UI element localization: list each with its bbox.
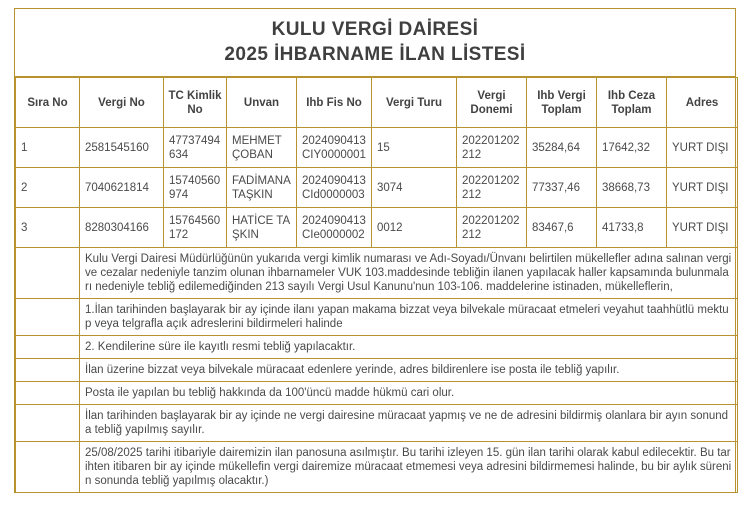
notice-spacer-cell	[16, 336, 80, 359]
notice-row	[16, 359, 738, 382]
notice-spacer-cell	[16, 382, 80, 405]
cell-ihb-ceza-toplam: 38668,73	[597, 168, 667, 208]
cell-sira-no: 2	[16, 168, 80, 208]
notice-text: Kulu Vergi Dairesi Müdürlüğünün yukarıda vergi kimlik numarası ve Adı-Soyadı/Ünvanı belirtilen mükellefler adına salınan vergi ve cezalar nedeniyle tanzim olunan ihbarnameler VUK 103.maddesinde tebliğin ilanen yapılacak haller kapsamında bulunmaları nedeniyle tebliğ edilemediğinden 213 sayılı Vergi Usul Kanunu'nun 103-106. maddelerine istinaden, mükelleflerin,	[85, 253, 732, 293]
document-frame	[14, 8, 736, 493]
document-title-block	[15, 9, 735, 77]
notice-spacer-cell	[16, 405, 80, 442]
notice-text: İlan üzerine bizzat veya bilvekale müracaat edenlere yerinde, adres bildirenlere ise posta ile tebliğ yapılır.	[85, 364, 620, 376]
notice-spacer-cell	[16, 359, 80, 382]
cell-ihb-ceza-toplam: 41733,8	[597, 208, 667, 248]
notice-paragraph-item-2	[80, 336, 738, 359]
cell-vergi-no: 8280304166	[80, 208, 164, 248]
table-header-row	[16, 78, 738, 128]
cell-unvan: HATİCE TAŞKIN	[227, 208, 297, 248]
notice-text: Posta ile yapılan bu tebliğ hakkında da 100'üncü madde hükmü cari olur.	[85, 387, 455, 399]
cell-ihb-fis-no: 2024090413CId0000003	[297, 168, 372, 208]
column-header-ihb-ceza-toplam: Ihb Ceza Toplam	[597, 78, 667, 128]
cell-tc-kimlik-no: 47737494634	[164, 128, 227, 168]
cell-adres: YURT DIŞI	[667, 208, 738, 248]
cell-vergi-turu: 3074	[372, 168, 457, 208]
notice-paragraph-intro	[80, 248, 738, 299]
notice-paragraph-deemed-served	[80, 405, 738, 442]
table-header-row-group	[16, 78, 738, 128]
notice-text: 1.İlan tarihinden başlayarak bir ay içinde ilanı yapan makama bizzat veya bilvekale müracaat etmeleri veyahut taahhütlü mektup veya telgrafla açık adreslerini bildirmeleri halinde	[85, 304, 729, 330]
column-header-ihb-fis-no: Ihb Fis No	[297, 78, 372, 128]
notice-paragraph-in-person	[80, 359, 738, 382]
cell-ihb-vergi-toplam: 77337,46	[527, 168, 597, 208]
table-row	[16, 128, 738, 168]
column-header-vergi-no: Vergi No	[80, 78, 164, 128]
cell-vergi-turu: 0012	[372, 208, 457, 248]
table-row	[16, 168, 738, 208]
column-header-sira-no: Sıra No	[16, 78, 80, 128]
notice-row	[16, 405, 738, 442]
cell-tc-kimlik-no: 15764560172	[164, 208, 227, 248]
cell-sira-no: 3	[16, 208, 80, 248]
notice-row	[16, 442, 738, 493]
notice-paragraph-item-1	[80, 299, 738, 336]
column-header-tc-kimlik-no: TC Kimlik No	[164, 78, 227, 128]
table-row	[16, 208, 738, 248]
column-header-vergi-turu: Vergi Turu	[372, 78, 457, 128]
cell-adres: YURT DIŞI	[667, 168, 738, 208]
ihbarname-listing-table	[15, 77, 738, 493]
column-header-vergi-donemi: Vergi Donemi	[457, 78, 527, 128]
notice-row	[16, 382, 738, 405]
cell-ihb-ceza-toplam: 17642,32	[597, 128, 667, 168]
notice-text: 25/08/2025 tarihi itibariyle dairemizin ilan panosuna asılmıştır. Bu tarihi izleyen 15. gün ilan tarihi olarak kabul edilecektir. Bu tarihten itibaren bir ay içinde mükellefin vergi dairemize müracaat etmemesi veya adresini bildirmemesi halinde, bu bir aylık sürenin sonunda tebliğ yapılmış olacaktır.)	[85, 447, 732, 487]
notice-spacer-cell	[16, 442, 80, 493]
notice-paragraph-postal	[80, 382, 738, 405]
cell-vergi-donemi: 202201202212	[457, 128, 527, 168]
cell-vergi-no: 7040621814	[80, 168, 164, 208]
cell-vergi-donemi: 202201202212	[457, 168, 527, 208]
cell-vergi-no: 2581545160	[80, 128, 164, 168]
notice-row	[16, 248, 738, 299]
cell-unvan: MEHMET ÇOBAN	[227, 128, 297, 168]
cell-adres: YURT DIŞI	[667, 128, 738, 168]
cell-sira-no: 1	[16, 128, 80, 168]
cell-ihb-vergi-toplam: 35284,64	[527, 128, 597, 168]
cell-vergi-turu: 15	[372, 128, 457, 168]
notice-text: 2. Kendilerine süre ile kayıtlı resmi tebliğ yapılacaktır.	[85, 341, 356, 353]
page-title-line-2: 2025 İHBARNAME İLAN LİSTESİ	[224, 44, 526, 65]
notice-row	[16, 299, 738, 336]
cell-ihb-fis-no: 2024090413CIe0000002	[297, 208, 372, 248]
column-header-unvan: Unvan	[227, 78, 297, 128]
notice-text: İlan tarihinden başlayarak bir ay içinde ne vergi dairesine müracaat yapmış ve ne de adresini bildirmiş olanlara bir ayın sonunda tebliğ yapılmış sayılır.	[85, 410, 729, 436]
page-title-line-1: KULU VERGİ DAİRESİ	[271, 19, 479, 40]
cell-tc-kimlik-no: 15740560974	[164, 168, 227, 208]
notice-spacer-cell	[16, 248, 80, 299]
cell-ihb-vergi-toplam: 83467,6	[527, 208, 597, 248]
notice-paragraph-posting-date	[80, 442, 738, 493]
cell-ihb-fis-no: 2024090413CIY0000001	[297, 128, 372, 168]
column-header-adres: Adres	[667, 78, 738, 128]
cell-unvan: FADİMANA TAŞKIN	[227, 168, 297, 208]
notice-row	[16, 336, 738, 359]
table-body	[16, 128, 738, 493]
column-header-ihb-vergi-toplam: Ihb Vergi Toplam	[527, 78, 597, 128]
cell-vergi-donemi: 202201202212	[457, 208, 527, 248]
notice-spacer-cell	[16, 299, 80, 336]
